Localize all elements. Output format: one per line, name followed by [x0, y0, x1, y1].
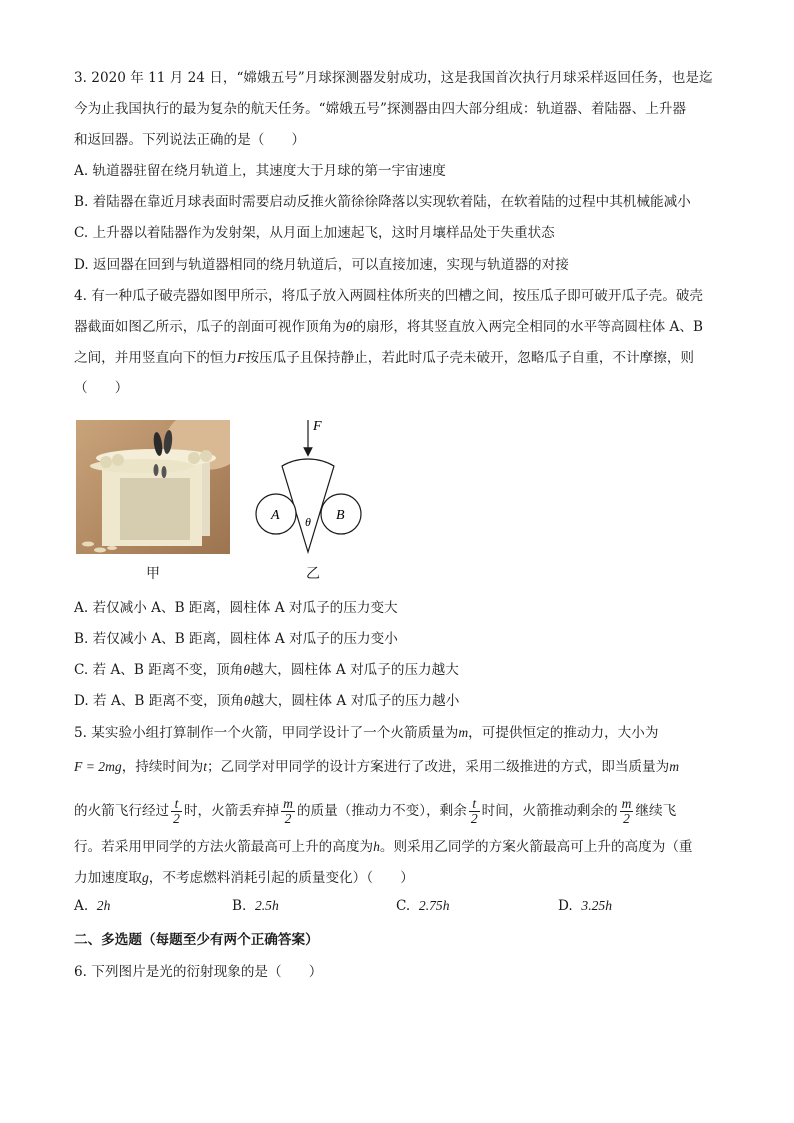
label-f: F	[313, 419, 322, 434]
cross-section-svg	[250, 414, 380, 564]
q5-text: 继续飞	[635, 803, 677, 819]
q5-text: 时，火箭丢弃掉	[183, 803, 280, 819]
q4-option-c	[74, 660, 724, 680]
q5-line4	[74, 837, 724, 857]
frac-numerator: t	[171, 797, 182, 812]
q4-option-c-text: C. 若 A、B 距离不变，顶角	[74, 662, 244, 678]
q5-line1	[74, 723, 724, 743]
q3-stem-line2: 今为止我国执行的最为复杂的航天任务。“嫦娥五号”探测器由四大部分组成：轨道器、着陆器、上升器	[74, 101, 687, 117]
option-letter: B.	[232, 898, 247, 914]
q5-line5	[74, 868, 724, 888]
frac-numerator: m	[621, 796, 632, 811]
q5-option-d	[558, 898, 612, 914]
q5-text: 5. 某实验小组打算制作一个火箭，甲同学设计了一个火箭质量为	[74, 725, 459, 741]
q4-option-d-text: D. 若 A、B 距离不变，顶角	[74, 693, 244, 709]
q5-text: ，不考虑燃料消耗引起的质量变化）（ ）	[148, 870, 414, 886]
fraction-t-over-2	[469, 797, 480, 826]
q4-stem-line2	[74, 317, 724, 337]
q3-option-c: C. 上升器以着陆器作为发射架，从月面上加速起飞，这时月壤样品处于失重状态	[74, 225, 555, 241]
option-letter: C.	[396, 898, 411, 914]
q5-options	[74, 898, 724, 920]
q3-option-a: A. 轨道器驻留在绕月轨道上，其速度大于月球的第一宇宙速度	[74, 163, 446, 179]
q4-option-d	[74, 691, 724, 711]
seed-cracker-illustration	[76, 420, 230, 554]
q3-option-d: D. 返回器在回到与轨道器相同的绕月轨道后，可以直接加速，实现与轨道器的对接	[74, 257, 569, 273]
q5-option-b	[232, 898, 279, 914]
frac-denominator: 2	[173, 811, 180, 826]
mass-symbol: m	[669, 759, 680, 774]
q5-line2	[74, 757, 724, 777]
figure-jia-caption: 甲	[146, 566, 160, 582]
q4-stem-text: 器截面如图乙所示，瓜子的剖面可视作顶角为	[74, 319, 346, 335]
q5-option-c	[396, 898, 450, 914]
frac-denominator: 2	[470, 811, 478, 826]
figure-jia-photo	[76, 420, 230, 554]
frac-denominator: 2	[284, 811, 292, 826]
label-theta: θ	[305, 515, 311, 529]
fraction-t-over-2	[171, 797, 182, 826]
frac-numerator: t	[469, 797, 480, 812]
q4-stem-line4: （ ）	[74, 380, 129, 396]
option-value: 2.75h	[418, 898, 450, 913]
q5-text: ；乙同学对甲同学的设计方案进行了改进，采用二级推进的方式，即当质量为	[207, 759, 670, 775]
height-symbol: h	[373, 839, 380, 854]
option-value: 3.25h	[581, 898, 612, 913]
q4-option-c-text: 越大，圆柱体 A 对瓜子的压力越大	[250, 662, 459, 678]
gravity-symbol: g	[141, 870, 149, 885]
q5-text: 行。若采用甲同学的方法火箭最高可上升的高度为	[74, 839, 374, 855]
q4-stem-text: 的扇形，将其竖直放入两完全相同的水平等高圆柱体 A、B	[352, 319, 703, 335]
q4-option-d-text: 越大，圆柱体 A 对瓜子的压力越小	[250, 693, 460, 709]
fraction-m-over-2	[281, 797, 295, 826]
q4-stem-text: 之间，并用竖直向下的恒力	[74, 350, 238, 366]
q5-text: 。则采用乙同学的方案火箭最高可上升的高度为（重	[379, 839, 693, 855]
q3-option-b: B. 着陆器在靠近月球表面时需要启动反推火箭徐徐降落以实现软着陆，在软着陆的过程中其机械能减小	[74, 194, 691, 210]
q6-stem: 6. 下列图片是光的衍射现象的是（ ）	[74, 964, 323, 980]
option-value: 2h	[96, 898, 111, 913]
q4-stem-line1: 4. 有一种瓜子破壳器如图甲所示，将瓜子放入两圆柱体所夹的凹槽之间，按压瓜子即可破开瓜子壳。破壳	[74, 288, 704, 304]
q4-option-b: B. 若仅减小 A、B 距离，圆柱体 A 对瓜子的压力变小	[74, 631, 398, 647]
option-value: 2.5h	[254, 898, 279, 913]
theta-symbol: θ	[243, 662, 251, 677]
frac-numerator: m	[283, 796, 293, 811]
theta-symbol: θ	[243, 693, 251, 708]
q5-text: 的火箭飞行经过	[74, 803, 170, 819]
q5-text: 力加速度取	[74, 870, 142, 886]
q3-stem-line3: 和返回器。下列说法正确的是（ ）	[74, 132, 306, 148]
figure-yi-caption: 乙	[306, 566, 320, 582]
option-letter: D.	[558, 898, 573, 914]
q4-stem-line3	[74, 348, 724, 368]
section-title: 二、多选题（每题至少有两个正确答案）	[74, 932, 319, 948]
force-symbol: F	[237, 350, 246, 365]
q5-text: 的质量（推动力不变），剩余	[296, 803, 467, 819]
q5-line3	[74, 796, 724, 826]
mass-symbol: m	[458, 725, 469, 740]
label-b: B	[336, 508, 345, 523]
label-a: A	[271, 508, 280, 523]
q5-text: ，持续时间为	[121, 759, 204, 775]
q4-stem-text: 按压瓜子且保持静止，若此时瓜子壳未破开，忽略瓜子自重，不计摩擦，则	[245, 350, 695, 366]
figure-yi-diagram	[250, 414, 380, 564]
q5-option-a	[74, 898, 110, 914]
q3-stem-line1: 3. 2020 年 11 月 24 日，“嫦娥五号”月球探测器发射成功，这是我国首次执行月球采样返回任务，也是迄	[74, 70, 713, 86]
q5-text: ，可提供恒定的推动力，大小为	[468, 725, 659, 741]
option-letter: A.	[74, 898, 89, 914]
time-symbol: t	[203, 759, 208, 774]
theta-symbol: θ	[345, 319, 353, 334]
q5-text: 时间，火箭推动剩余的	[481, 803, 618, 819]
fraction-m-over-2	[620, 797, 634, 826]
force-formula: F = 2mg	[74, 759, 122, 774]
frac-denominator: 2	[623, 811, 630, 826]
q4-option-a: A. 若仅减小 A、B 距离，圆柱体 A 对瓜子的压力变大	[74, 600, 398, 616]
